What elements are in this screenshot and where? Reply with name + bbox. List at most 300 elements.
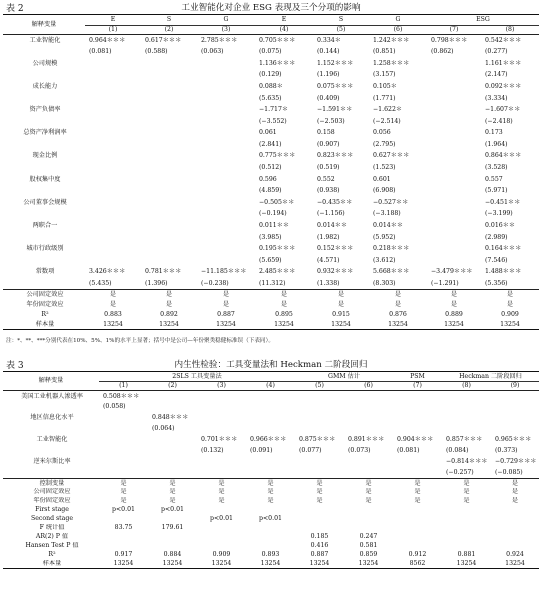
table-cell: 0.915 [332,310,350,318]
table-cell: 0.924 [506,551,524,559]
table-cell: (2.147) [485,71,508,79]
table-cell: 0.627＊＊＊ [373,152,410,160]
table-cell [141,220,197,232]
column-number: (6) [369,26,427,35]
table-cell: 0.011＊＊ [259,222,290,230]
row-label: 两职合一 [32,222,58,230]
table-cell [246,506,295,515]
table-row [3,255,539,267]
table-cell: 是 [120,488,127,496]
table-cell: 0.088＊ [259,82,283,90]
row-label: 城市行政级别 [26,245,64,253]
table-cell: (0.132) [201,447,224,455]
table-cell: (0.091) [250,447,273,455]
table-cell [197,542,246,551]
row-label: 年份固定效应 [26,300,64,308]
table-cell [344,457,393,468]
row-label: 成长能力 [32,82,58,90]
table-cell [442,413,491,424]
table-cell [85,150,141,162]
table-cell [246,391,295,402]
table-cell [141,104,197,116]
table-cell: (1.338) [317,279,340,287]
table-cell [141,208,197,220]
table-cell: p<0.01 [210,515,233,523]
table-cell [197,174,255,186]
row-label: 资产负债率 [29,106,61,114]
table2 [3,14,539,330]
table-cell [197,208,255,220]
table-cell: (1.523) [373,164,396,172]
table-cell: (−3.188) [373,210,401,218]
table-cell: 是 [414,488,421,496]
table-cell [85,127,141,139]
table-cell [295,413,344,424]
row-label: 工业智能化 [29,36,61,44]
table-cell: 0.105＊ [373,82,397,90]
table-cell [148,391,197,402]
row-label: 公司规模 [32,59,58,67]
table-cell: (0.075) [259,48,282,56]
table-cell: (0.851) [373,48,396,56]
table-cell [491,533,539,542]
table-row [3,243,539,255]
table-cell [197,424,246,435]
table-cell [197,150,255,162]
column-header: G [369,15,427,26]
table-cell: (5.952) [373,233,396,241]
table-cell: 0.909 [501,310,519,318]
table-cell [246,524,295,533]
column-number: (1) [99,382,148,391]
table-cell: 是 [267,488,274,496]
column-number: (5) [313,26,369,35]
table-cell: (3.334) [485,94,508,102]
table-row [3,58,539,70]
table-cell [99,424,148,435]
table-cell: 0.889 [445,310,463,318]
table-row [3,69,539,81]
table-cell [85,232,141,244]
row-label: 常数项 [35,268,55,276]
table-cell: 是 [450,300,458,308]
table-cell: 是 [394,291,402,299]
table-cell [393,468,442,479]
table-cell [344,506,393,515]
table-cell [197,127,255,139]
table-row [3,391,539,402]
row-label [3,402,99,413]
column-header: ESG [427,15,539,26]
table-row [3,488,539,497]
table-cell: 是 [316,488,323,496]
table-cell: 是 [463,497,470,505]
table-cell: 0.061 [259,129,277,137]
table-row [3,116,539,128]
table-cell [427,243,481,255]
table-cell: 1.242＊＊＊ [373,36,410,44]
table-cell: 0.701＊＊＊ [201,436,238,444]
table-cell: 13254 [159,320,179,328]
table-cell: 0.887 [217,310,235,318]
table-cell: (0.938) [317,187,340,195]
table-cell: (5.435) [89,279,112,287]
table-cell: (0.512) [259,164,282,172]
row-label: 样本量 [42,560,62,567]
column-header: G [197,15,255,26]
table-cell: p<0.01 [259,515,282,523]
table-cell: −1.717＊ [259,106,289,114]
table-cell: 0.912 [408,551,427,559]
table-cell [491,524,539,533]
table-cell [148,515,197,524]
table-cell: (−3.199) [485,210,513,218]
table-cell: −0.527＊＊ [373,198,409,206]
table-cell [148,533,197,542]
table-cell: (−0.194) [259,210,287,218]
table3-header [4,358,538,372]
table3 [3,371,539,569]
table-cell: 0.891＊＊＊ [348,436,385,444]
row-label: 股权集中度 [29,175,61,183]
table-cell [393,424,442,435]
table-row [3,174,539,186]
table-cell: 0.247 [359,533,378,541]
table-cell: (0.277) [485,48,508,56]
table-cell [344,468,393,479]
table-footer-row [3,310,539,320]
table-cell: 0.881 [457,551,476,559]
row-label: Second stage [31,515,73,523]
table-row [3,92,539,104]
table-cell [141,150,197,162]
table-row [3,46,539,58]
table-cell: (−1.156) [317,210,345,218]
table-cell [442,391,491,402]
table-cell [197,104,255,116]
table-cell [344,402,393,413]
table-cell: 是 [337,291,345,299]
table-cell: 0.798＊＊＊ [431,36,468,44]
column-number: (6) [344,382,393,391]
table-cell: 0.887 [310,551,329,559]
table-cell: (0.058) [103,403,126,411]
table-row [3,413,539,424]
table-cell: 0.617＊＊＊ [145,36,182,44]
table-cell [99,515,148,524]
table-cell: 0.875＊＊＊ [299,436,336,444]
row-label: R² [41,310,49,318]
table-cell [197,457,246,468]
table-cell: 是 [222,291,230,299]
table-cell [197,255,255,267]
table-cell: (4.571) [317,256,340,264]
row-label: AR(2) P 值 [35,533,69,541]
table-cell: 0.075＊＊＊ [317,82,354,90]
table-cell: (0.144) [317,48,340,56]
table-cell: 是 [511,497,519,505]
row-label: 公司固定效应 [26,291,64,299]
table-row [3,542,539,551]
table-cell [344,515,393,524]
table-cell [141,81,197,93]
table-cell [197,243,255,255]
table-cell [197,402,246,413]
column-number: (1) [85,26,141,35]
table-row [3,560,539,569]
table-cell: 是 [316,497,323,505]
table-cell: 1.488＊＊＊ [485,268,522,276]
table-cell: 0.158 [317,129,335,137]
table-cell: 0.218＊＊＊ [373,245,410,253]
table-cell [427,255,481,267]
row-label: 逆米尔斯比率 [33,458,71,466]
table-cell [148,446,197,457]
table-cell: 0.056 [373,129,391,137]
table-cell: 13254 [211,560,232,567]
column-header: E [85,15,141,26]
table-cell [85,243,141,255]
table-cell: (5.635) [259,94,282,102]
table-cell: (0.409) [317,94,340,102]
table-cell [246,533,295,542]
table-cell [197,220,255,232]
table-cell: (0.081) [397,447,420,455]
table-cell [148,402,197,413]
row-label: 地区信息化水平 [30,414,74,422]
table-row [3,446,539,457]
table-row [3,35,539,47]
table-cell: 0.966＊＊＊ [250,436,287,444]
column-number: (3) [197,26,255,35]
table-cell: 是 [218,488,225,496]
table-cell: 13254 [388,320,408,328]
table-cell: (0.519) [317,164,340,172]
column-number: (2) [148,382,197,391]
table-cell: 是 [169,488,176,496]
column-number: (3) [197,382,246,391]
table-row [3,524,539,533]
table-cell [246,457,295,468]
table-cell: (0.063) [201,48,224,56]
table-cell [85,116,141,128]
table-cell [141,127,197,139]
table-cell: 13254 [309,560,330,567]
table-cell [344,524,393,533]
table-cell: 是 [316,479,323,487]
table-cell: 0.823＊＊＊ [317,152,354,160]
table-cell: (−1.291) [431,279,459,287]
table-cell [85,185,141,197]
table-cell [197,116,255,128]
table-cell: −11.185＊＊＊ [201,268,247,276]
table-cell: 0.781＊＊＊ [145,268,182,276]
table-cell: −0.451＊＊ [485,198,521,206]
column-header: S [313,15,369,26]
table-cell: 1.258＊＊＊ [373,59,410,67]
table-cell [344,391,393,402]
table-cell [141,116,197,128]
table-cell: 是 [337,300,345,308]
table-cell [427,116,481,128]
table-cell: 是 [120,497,127,505]
table-cell: (1.196) [317,71,340,79]
column-header-variable: 解释变量 [3,372,99,391]
table-cell [99,533,148,542]
table-cell [393,533,442,542]
table-cell [295,457,344,468]
table-cell [85,92,141,104]
row-label [3,278,85,290]
table-cell [393,542,442,551]
table-cell: −0.814＊＊＊ [446,458,488,466]
table-cell: 是 [506,300,514,308]
table-cell [427,232,481,244]
column-group-header: 2SLS 工具变量法 [99,372,295,382]
table-cell: 0.596 [259,175,277,183]
table-cell: 0.893 [261,551,280,559]
table-cell: 是 [365,479,372,487]
table-cell: (−2.514) [373,117,401,125]
table-cell: (−3.552) [259,117,287,125]
table-cell: (11.312) [259,279,286,287]
table-cell: 是 [365,497,372,505]
table-cell [295,402,344,413]
table-cell: 0.092＊＊＊ [485,82,522,90]
table-row [3,497,539,506]
table-cell: 0.173 [485,129,503,137]
row-label [3,139,85,151]
table-cell [491,402,539,413]
table-cell: −0.729＊＊＊ [495,458,537,466]
table-cell: 是 [511,488,519,496]
table-cell: 0.014＊＊ [373,222,404,230]
column-header: S [141,15,197,26]
table-cell: 0.864＊＊＊ [485,152,522,160]
table-row [3,506,539,515]
row-label: 总资产净利润率 [23,129,67,137]
table-cell [393,413,442,424]
table-cell: 8562 [409,560,426,567]
table-cell: 0.964＊＊＊ [89,36,126,44]
table-cell [491,506,539,515]
table-cell [393,457,442,468]
table-cell: 是 [365,488,372,496]
table-cell [148,435,197,446]
table-cell: 是 [120,479,127,487]
table-cell [85,104,141,116]
table-cell: p<0.01 [161,506,184,514]
table-cell [491,542,539,551]
table-cell: 13254 [103,320,123,328]
table-cell [246,402,295,413]
table-cell [427,220,481,232]
table-cell: (1.771) [373,94,396,102]
table2-label: 表 2 [6,4,24,14]
table-cell [141,255,197,267]
table-cell [85,174,141,186]
table-cell: (0.907) [317,140,340,148]
table-row [3,551,539,560]
table-cell [141,69,197,81]
table-cell [393,515,442,524]
table-cell: 0.552 [317,175,335,183]
table-cell: (5.971) [485,187,508,195]
column-header: E [255,15,313,26]
table3-caption: 内生性检验：工具变量法和 Heckman 二阶段回归 [174,360,368,370]
table-cell: (3.985) [259,233,282,241]
table-cell: (−0.257) [446,469,474,476]
table2-caption: 工业智能化对企业 ESG 表现及三个分项的影响 [181,3,361,13]
row-label: 工业智能化 [36,436,68,444]
table-cell: 0.195＊＊＊ [259,245,296,253]
table-cell: (−2.418) [485,117,513,125]
table-row [3,533,539,542]
column-group-header: Heckman 二阶段回归 [442,372,539,382]
table-row [3,278,539,290]
table-cell [491,391,539,402]
table-cell [442,542,491,551]
table-cell: 0.917 [114,551,133,559]
table-cell: 是 [109,291,117,299]
table-cell: (−0.238) [201,279,229,287]
table-row [3,424,539,435]
table-cell: (3.528) [485,164,508,172]
table-cell [427,139,481,151]
table-cell [427,150,481,162]
table-cell [197,506,246,515]
table-cell [197,197,255,209]
table-cell: 是 [169,497,176,505]
table-cell: 是 [463,488,470,496]
table-cell [141,174,197,186]
table-cell: −3.479＊＊＊ [431,268,473,276]
table-cell: 2.485＊＊＊ [259,268,296,276]
table-cell: 是 [414,479,421,487]
row-label [3,116,85,128]
table-cell: 是 [394,300,402,308]
table-cell: (8.303) [373,279,396,287]
table-cell [295,424,344,435]
table-cell: (7.546) [485,256,508,264]
table-cell [85,220,141,232]
table-cell [295,391,344,402]
table-cell [85,208,141,220]
table-cell: 是 [169,479,176,487]
row-label: R² [48,551,56,559]
table-footer-row [3,300,539,310]
table-cell: 0.965＊＊＊ [495,436,532,444]
table-cell: 是 [450,291,458,299]
table-cell [148,468,197,479]
table-row [3,81,539,93]
table-cell [246,413,295,424]
table-cell [197,58,255,70]
table-cell [393,402,442,413]
table-cell [246,424,295,435]
table-cell: 13254 [456,560,477,567]
table-row [3,197,539,209]
table-cell [491,413,539,424]
table-cell: (0.073) [348,447,371,455]
table-cell: 0.848＊＊＊ [152,414,189,422]
table-cell: 是 [165,291,173,299]
table-cell: 0.334＊ [317,36,341,44]
table-cell: 0.164＊＊＊ [485,245,522,253]
row-label: 美国工业机器人渗透率 [21,392,83,400]
table-cell [99,468,148,479]
column-number: (7) [393,382,442,391]
